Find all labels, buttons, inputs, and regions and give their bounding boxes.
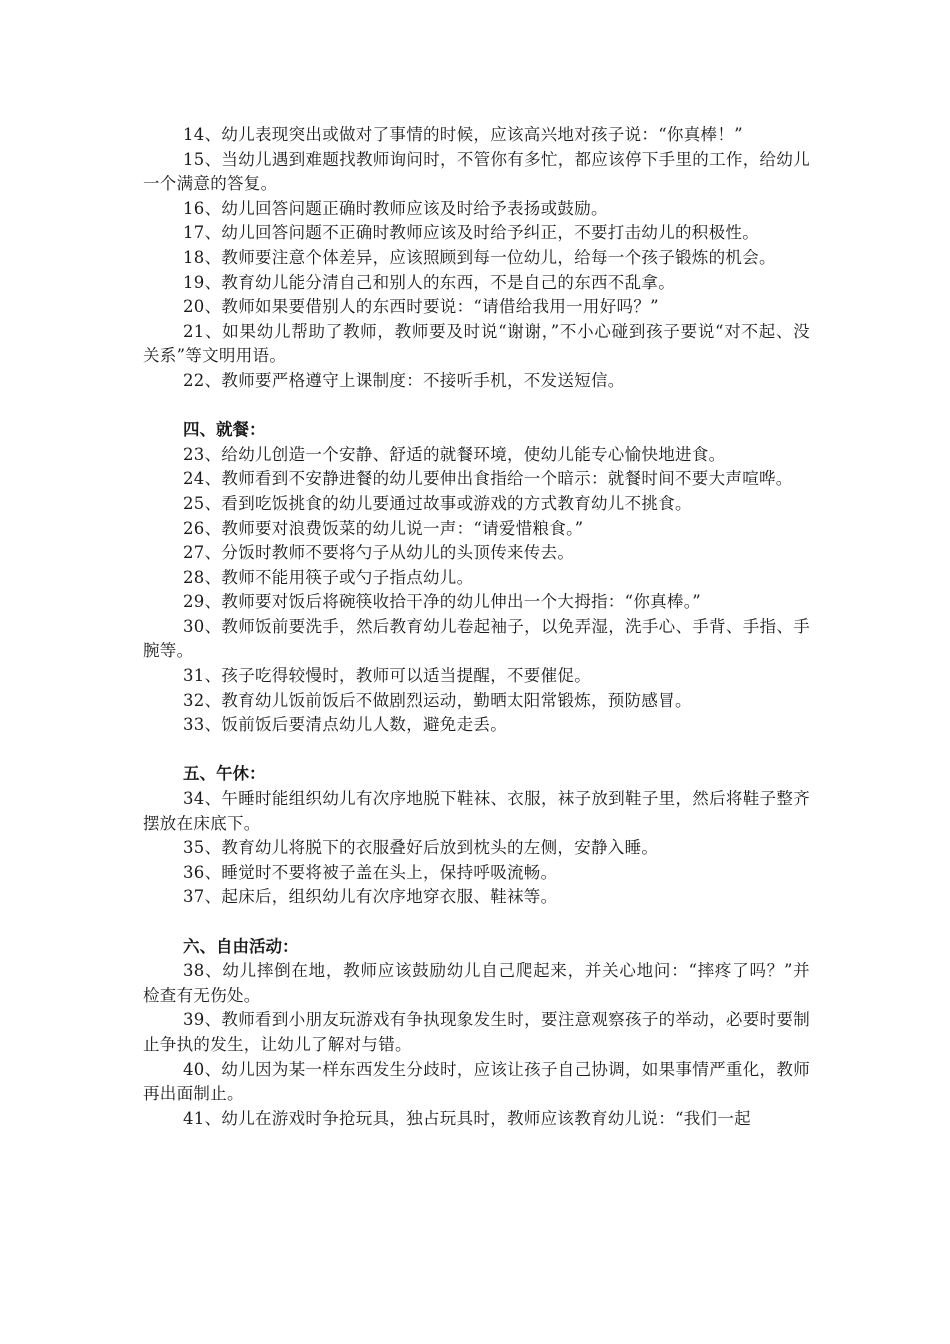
section-heading-free-activity: 六、自由活动： xyxy=(183,936,299,956)
item-19: 19、教育幼儿能分清自己和别人的东西，不是自己的东西不乱拿。 xyxy=(183,272,675,292)
item-33: 33、饭前饭后要清点幼儿人数，避免走丢。 xyxy=(183,715,507,735)
item-31: 31、孩子吃得较慢时，教师可以适当提醒，不要催促。 xyxy=(183,666,591,686)
item-23: 23、给幼儿创造一个安静、舒适的就餐环境，使幼儿能专心愉快地进食。 xyxy=(183,444,726,464)
section-gap xyxy=(143,738,810,763)
item-30: 30、教师饭前要洗手，然后教育幼儿卷起袖子，以免弄湿，洗手心、手背、手指、手腕等。 xyxy=(143,616,810,661)
section-heading-nap: 五、午休： xyxy=(183,764,266,784)
section-heading-dining: 四、就餐： xyxy=(183,420,266,440)
item-29: 29、教师要对饭后将碗筷收拾干净的幼儿伸出一个大拇指：“你真棒。” xyxy=(183,592,702,612)
section-gap xyxy=(143,910,810,935)
item-35: 35、教育幼儿将脱下的衣服叠好后放到枕头的左侧，安静入睡。 xyxy=(183,838,659,858)
item-27: 27、分饭时教师不要将勺子从幼儿的头顶传来传去。 xyxy=(183,543,575,563)
item-38: 38、幼儿摔倒在地，教师应该鼓励幼儿自己爬起来，并关心地问：“摔疼了吗？”并检查有无伤处。 xyxy=(143,961,810,1005)
item-37: 37、起床后，组织幼儿有次序地穿衣服、鞋袜等。 xyxy=(183,887,558,907)
item-21: 21、如果幼儿帮助了教师，教师要及时说“谢谢，”不小心碰到孩子要说“对不起、没关系”等文明用语。 xyxy=(143,321,810,366)
item-34: 34、午睡时能组织幼儿有次序地脱下鞋袜、衣服，袜子放到鞋子里，然后将鞋子整齐摆放在床底下。 xyxy=(143,789,810,833)
item-14: 14、幼儿表现突出或做对了事情的时候，应该高兴地对孩子说：“你真棒！” xyxy=(183,125,743,144)
item-17: 17、幼儿回答问题不正确时教师应该及时给予纠正，不要打击幼儿的积极性。 xyxy=(183,223,759,243)
item-40: 40、幼儿因为某一样东西发生分歧时，应该让孩子自己协调，如果事情严重化，教师再出面制止。 xyxy=(143,1059,810,1104)
item-39: 39、教师看到小朋友玩游戏有争执现象发生时，要注意观察孩子的举动，必要时要制止争执的发生，让幼儿了解对与错。 xyxy=(143,1010,810,1054)
item-32: 32、教育幼儿饭前饭后不做剧烈运动，勤晒太阳常锻炼，预防感冒。 xyxy=(183,690,692,710)
item-22: 22、教师要严格遵守上课制度：不接听手机，不发送短信。 xyxy=(183,370,625,390)
section-gap xyxy=(143,394,810,419)
item-28: 28、教师不能用筷子或勺子指点幼儿。 xyxy=(183,567,474,587)
item-16: 16、幼儿回答问题正确时教师应该及时给予表扬或鼓励。 xyxy=(183,198,608,218)
item-26: 26、教师要对浪费饭菜的幼儿说一声：“请爱惜粮食。” xyxy=(183,518,584,538)
item-15: 15、当幼儿遇到难题找教师询问时，不管你有多忙，都应该停下手里的工作，给幼儿一个满意的答复。 xyxy=(143,149,810,194)
item-41: 41、幼儿在游戏时争抢玩具，独占玩具时，教师应该教育幼儿说：“我们一起 xyxy=(183,1108,751,1128)
item-25: 25、看到吃饭挑食的幼儿要通过故事或游戏的方式教育幼儿不挑食。 xyxy=(183,493,692,513)
item-18: 18、教师要注意个体差异，应该照顾到每一位幼儿，给每一个孩子锻炼的机会。 xyxy=(183,247,776,267)
item-24: 24、教师看到不安静进餐的幼儿要伸出食指给一个暗示：就餐时间不要大声喧哗。 xyxy=(183,469,793,489)
item-36: 36、睡觉时不要将被子盖在头上，保持呼吸流畅。 xyxy=(183,862,558,882)
item-20: 20、教师如果要借别人的东西时要说：“请借给我用一用好吗？” xyxy=(183,297,659,317)
